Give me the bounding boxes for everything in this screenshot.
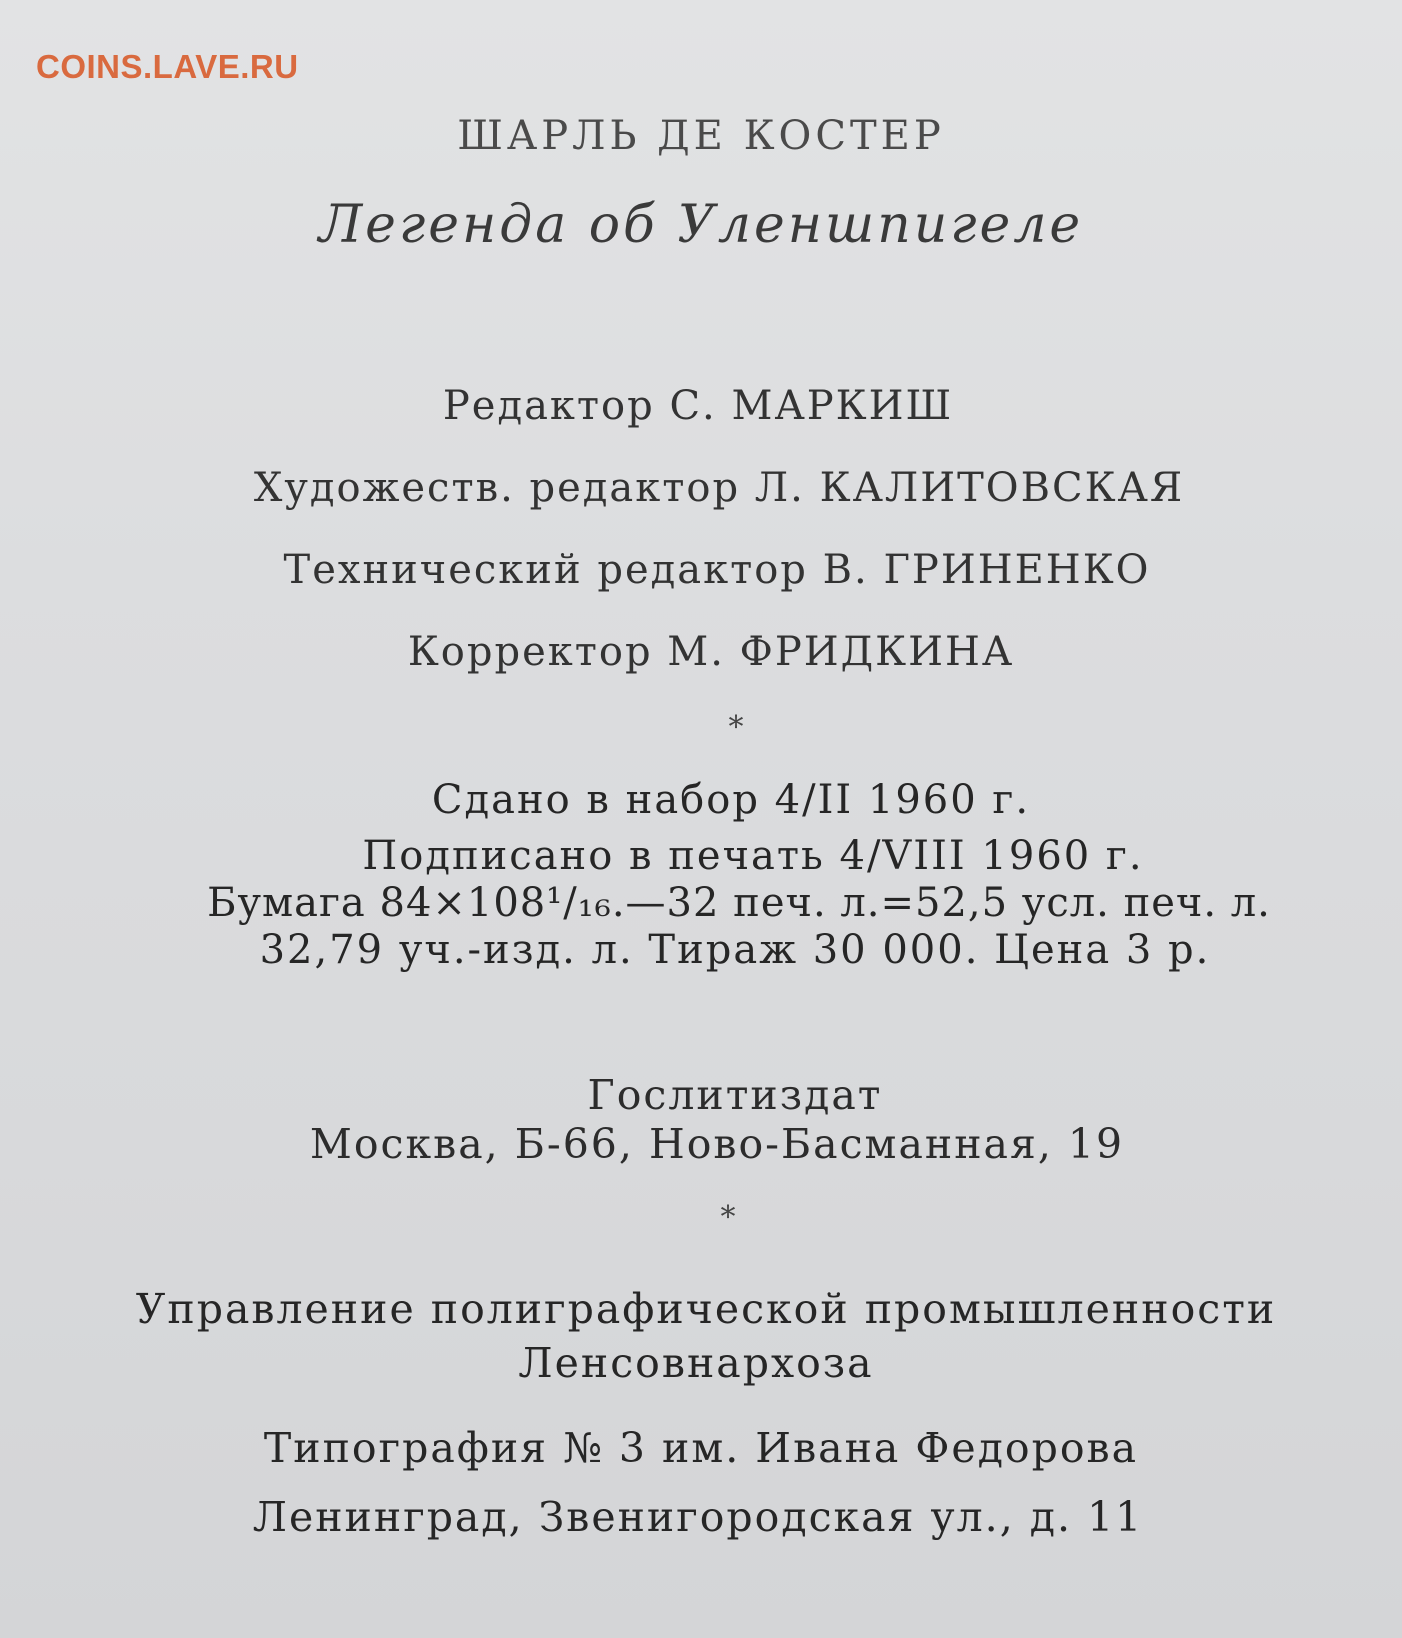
publisher-address: Москва, Б-66, Ново-Басманная, 19 [309, 1120, 1125, 1168]
imprint-print-date: Подписано в печать 4/VIII 1960 г. [362, 833, 1144, 879]
printer-name: Типография № 3 им. Ивана Федорова [263, 1424, 1139, 1472]
printer-authority: Управление полиграфической промышленности [135, 1285, 1277, 1333]
section-separator: * [728, 710, 744, 745]
credit-art-editor: Художеств. редактор Л. КАЛИТОВСКАЯ [253, 465, 1185, 511]
imprint-run-price: 32,79 уч.-изд. л. Тираж 30 000. Цена 3 р. [259, 927, 1211, 973]
book-title: Легенда об Уленшпигеле [318, 195, 1084, 255]
printer-authority-org: Ленсовнархоза [518, 1339, 874, 1387]
credit-proofreader: Корректор М. ФРИДКИНА [407, 629, 1015, 675]
credit-editor: Редактор С. МАРКИШ [442, 383, 954, 429]
printer-address: Ленинград, Звенигородская ул., д. 11 [252, 1493, 1144, 1541]
site-watermark: COINS.LAVE.RU [36, 48, 299, 85]
imprint-paper-format: Бумага 84×108¹/₁₆.—32 печ. л.=52,5 усл. печ. л. [207, 880, 1271, 926]
publisher-name: Гослитиздат [587, 1071, 883, 1119]
credit-technical-editor: Технический редактор В. ГРИНЕНКО [283, 547, 1151, 593]
book-author: ШАРЛЬ ДЕ КОСТЕР [457, 113, 945, 159]
section-separator: * [720, 1200, 736, 1235]
imprint-typeset-date: Сдано в набор 4/II 1960 г. [431, 777, 1031, 823]
